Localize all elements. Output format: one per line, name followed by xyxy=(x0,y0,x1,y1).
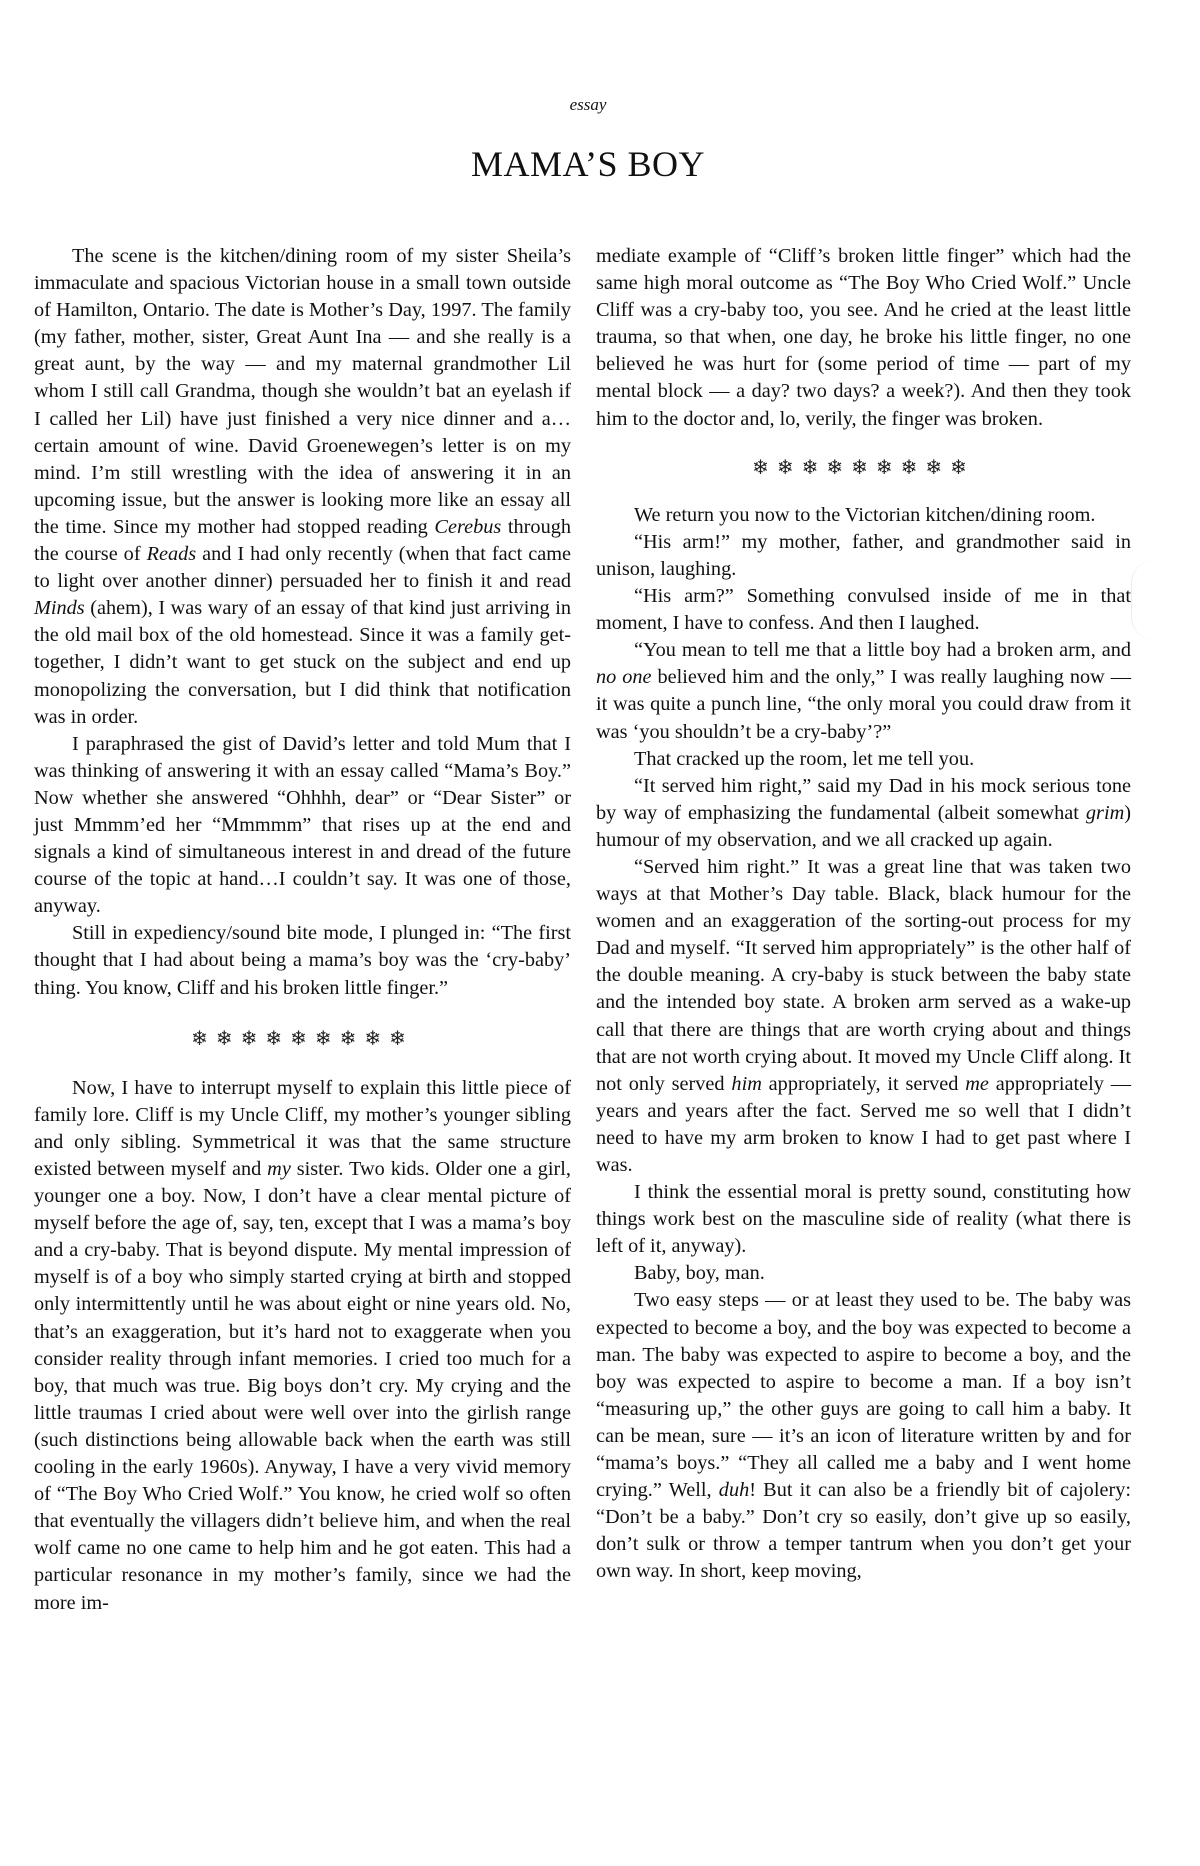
paragraph: Now, I have to interrupt myself to explain this little piece of family lore. Cliff is my Uncle Cliff, my mother’s younger sibling and only sibling. Symmetrical it was that the same structure existed between myself and my sister. Two kids. Older one a girl, younger one a boy. Now, I don’t have a clear mental picture of myself before the age of, say, ten, except that I was a mama’s boy and a cry-baby. That is beyond dispute. My mental impression of myself is of a boy who simply started crying at birth and stopped only intermittently until he was about eight or nine years old. No, that’s an exaggeration, but it’s hard not to exaggerate when you consider reality through infant memories. I cried too much for a boy, that much was true. Big boys don’t cry. My crying and the little traumas I cried about were well over into the girlish range (such distinctions being allowable back when the earth was still cooling in the early 1960s). Anyway, I have a very vivid memory of “The Boy Who Cried Wolf.” You know, he cried wolf so often that eventually the villagers didn’t believe him, and when the real wolf came no one came to help him and he got eaten. This had a particular resonance in my mother’s family, since we had the more im- xyxy=(34,1076,571,1614)
paragraph: “It served him right,” said my Dad in his mock serious tone by way of emphasizing the fundamental (albeit somewhat grim) humour of my observation, and we all cracked up again. xyxy=(596,774,1131,851)
paragraph: “His arm?” Something convulsed inside of me in that moment, I have to confess. And then I laughed. xyxy=(596,585,1131,635)
page-fold-mark xyxy=(1131,560,1154,640)
paragraph: “Served him right.” It was a great line that was taken two ways at that Mother’s Day table. Black, black humour for the women and an exaggeration of the sorting-out process for my Dad and myself. “It served him appropriately” is the other half of the double meaning. A cry-baby is stuck between the baby state and the intended boy state. A broken arm served as a wake-up call that there are things that are worth crying about and things that are not worth crying about. It moved my Uncle Cliff along. It not only served him appropriately, it served me appropriately — years and years after the fact. Served me so well that I didn’t need to have my arm broken to know I had to get past where I was. xyxy=(596,855,1131,1176)
paragraph: I think the essential moral is pretty sound, constituting how things work best on the masculine side of reality (what there is left of it, anyway). xyxy=(596,1181,1131,1258)
paragraph: We return you now to the Victorian kitchen/dining room. xyxy=(634,503,1096,526)
section-divider-snowflakes: ❄❄❄❄❄❄❄❄❄ xyxy=(191,1027,414,1050)
paragraph: That cracked up the room, let me tell you. xyxy=(634,747,975,770)
paragraph: “His arm!” my mother, father, and grandmother said in unison, laughing. xyxy=(596,530,1131,580)
left-column xyxy=(34,243,571,1617)
essay-title: MAMA’S BOY xyxy=(470,144,706,184)
right-column xyxy=(596,243,1131,1586)
paragraph: “You mean to tell me that a little boy had a broken arm, and no one believed him and the only,” I was really laughing now — it was quite a punch line, “the only moral you could draw from it was ‘you shouldn’t be a cry-baby’?” xyxy=(596,639,1131,743)
paragraph: mediate example of “Cliff’s broken little finger” which had the same high moral outcome as “The Boy Who Cried Wolf.” Uncle Cliff was a cry-baby too, you see. And he cried at the least little trauma, so that when, one day, he broke his little finger, no one believed he was hurt for (some period of time — part of my mental block — a day? two days? a week?). And then they took him to the doctor and, lo, verily, the finger was broken. xyxy=(596,245,1131,430)
paragraph: Two easy steps — or at least they used to be. The baby was expected to become a boy, and the boy was expected to become a man. The baby was expected to aspire to become a boy, and the boy was expected to aspire to become a man. If a boy isn’t “measuring up,” the other guys are going to call him a baby. It can be mean, sure — it’s an icon of literature written by and for “mama’s boys.” “They all called me a baby and I went home crying.” Well, duh! But it can also be a friendly bit of cajolery: “Don’t be a baby.” Don’t cry so easily, don’t give up so easily, don’t sulk or throw a temper tantrum when you don’t get your own way. In short, keep moving, xyxy=(596,1289,1131,1583)
section-divider-snowflakes: ❄❄❄❄❄❄❄❄❄ xyxy=(752,456,975,479)
paragraph: The scene is the kitchen/dining room of my sister Sheila’s immaculate and spacious Victorian house in a small town outside of Hamilton, Ontario. The date is Mother’s Day, 1997. The family (my father, mother, sister, Great Aunt Ina — and she really is a great aunt, by the way — and my maternal grandmother Lil whom I still call Grandma, though she wouldn’t bat an eyelash if I called her Lil) have just finished a very nice dinner and a…certain amount of wine. David Groenewegen’s letter is on my mind. I’m still wrestling with the idea of answering it in an upcoming issue, but the answer is looking more like an essay all the time. Since my mother had stopped reading Cerebus through the course of Reads and I had only recently (when that fact came to light over another dinner) persuaded her to finish it and read Minds (ahem), I was wary of an essay of that kind just arriving in the old mail box of the old homestead. Since it was a family get-together, I didn’t want to get stuck on the subject and end up monopolizing the conversation, but I did think that notification was in order. xyxy=(34,245,571,728)
paragraph: Baby, boy, man. xyxy=(634,1262,765,1285)
paragraph: I paraphrased the gist of David’s letter and told Mum that I was thinking of answering it with an essay called “Mama’s Boy.” Now whether she answered “Ohhhh, dear” or “Dear Sister” or just Mmmm’ed her “Mmmmm” that rises up at the end and signals a kind of simultaneous interest in and dread of the future course of the topic at hand…I couldn’t say. It was one of those, anyway. xyxy=(34,732,571,918)
section-label: essay xyxy=(569,95,607,114)
paragraph: Still in expediency/sound bite mode, I plunged in: “The first thought that I had about being a mama’s boy was the ‘cry-baby’ thing. You know, Cliff and his broken little finger.” xyxy=(34,922,571,999)
